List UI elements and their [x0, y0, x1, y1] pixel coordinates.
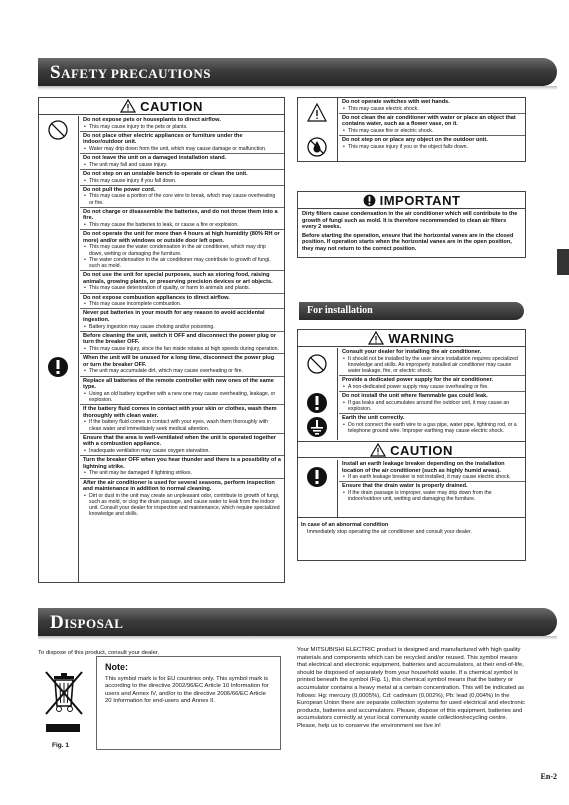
abnormal-text: Immediately stop operating the air conditioner and consult your dealer. — [307, 528, 472, 535]
list-item: Do not operate the unit for more than 4 hours at high humidity (80% RH or more) and/or with windows or outside door left open. • This may cause the water condensation in the air conditioner, which may drip down, wetting or damaging the furniture. • The water condensation in the air conditioner may contribute to growth of fungi, such as mold. — [80, 230, 284, 271]
installation-banner: For installation — [299, 302, 524, 320]
important-panel — [297, 191, 526, 258]
list-item: Before cleaning the unit, switch it OFF and disconnect the power plug or turn the breaker OFF. • This may cause injury, since the fan inside rotates at high speeds during operation. — [80, 332, 284, 354]
warning-triangle-icon — [120, 99, 136, 113]
right-top-items — [339, 98, 525, 151]
list-item: Never put batteries in your mouth for any reason to avoid accidental ingestion. • Battery ingestion may cause choking and/or poisoning. — [80, 309, 284, 331]
disposal-title: DISPOSAL — [50, 612, 124, 633]
caution-items — [80, 116, 284, 519]
installation-panel — [297, 329, 526, 561]
list-item: Do not charge or disassemble the batteries, and do not throw them into a fire. • This may cause the batteries to leak, or cause a fire or explosion. — [80, 208, 284, 230]
list-item: Ensure that the area is well-ventilated when the unit is operated together with a combustion appliance. • Inadequate ventilation may cause oxygen starvation. — [80, 434, 284, 456]
disposal-banner — [38, 608, 557, 636]
caution-header: CAUTION — [39, 98, 284, 115]
warning-triangle-icon — [306, 102, 328, 124]
list-item: Do not expose combustion appliances to direct airflow. • This may cause incomplete combustion. — [80, 294, 284, 310]
note-title: Note: — [105, 662, 128, 672]
warning-items — [339, 348, 525, 435]
disposal-body-text: Your MITSUBISHI ELECTRIC product is designed and manufactured with high quality materials and components which can be recycled and/or reused. This symbol means that electrical and electronic equipment, batteries and accumulators, at their end-of-life, should be disposed of separately from your household waste. If a chemical symbol is printed beneath the symbol (Fig. 1), this chemical symbol means that the battery or accumulator contains a heavy metal at a certain concentration. This will be indicated as follows: Hg: mercury (0,0005%), Cd: cadmium (0,002%), Pb: lead (0,004%) In the European Union there are separate collection systems for used electrical and electronic products, batteries and accumulators. Please, dispose of this equipment, batteries and accumulators correctly at your local community waste collection/recycling centre. Please, help us to conserve the environment we live in! — [297, 647, 525, 729]
mandatory-action-icon — [363, 194, 376, 207]
symbol-column — [298, 348, 338, 440]
list-item: When the unit will be unused for a long time, disconnect the power plug or turn the breaker OFF. • The unit may accumulate dirt, which may cause overheating or fire. — [80, 354, 284, 376]
safety-banner — [38, 58, 557, 86]
figure-label: Fig. 1 — [52, 742, 69, 749]
list-item: Provide a dedicated power supply for the air conditioner. • A non-dedicated power supply may cause overheating or fire. — [339, 376, 525, 392]
mandatory-action-icon — [306, 392, 328, 414]
warning-triangle-icon — [370, 443, 386, 457]
install-caution-items — [339, 460, 525, 503]
list-item: Ensure that the drain water is properly drained. • If the drain passage is improper, water may drip down from the indoor/outdoor unit, wetting and damaging the furniture. — [339, 482, 525, 503]
abnormal-title: In case of an abnormal condition — [301, 522, 389, 528]
right-top-panel — [297, 97, 526, 162]
symbol-column — [298, 460, 338, 517]
list-item: Do not place other electric appliances or furniture under the indoor/outdoor unit. • Water may drip down from the unit, which may cause damage or malfunction. — [80, 132, 284, 154]
important-paragraph: Dirty filters cause condensation in the air conditioner which will contribute to the growth of fungi such as mold. It is therefore recommended to clean air filters every 2 weeks. — [302, 211, 518, 231]
disposal-intro: To dispose of this product, consult your dealer. — [38, 650, 160, 656]
caution-header: CAUTION — [298, 441, 525, 458]
list-item: Do not leave the unit on a damaged installation stand. • The unit may fall and cause injury. — [80, 154, 284, 170]
bin-underline-bar — [46, 724, 80, 732]
symbol-column — [298, 98, 338, 161]
symbol-column — [39, 116, 79, 582]
list-item: Do not clean the air conditioner with water or place an object that contains water, such as a flower vase, on it. • This may cause fire or electric shock. — [339, 114, 525, 136]
note-text: This symbol mark is for EU countries only. This symbol mark is according to the directive 2002/96/EC Article 10 Information for users and Annex IV, and/or to the directive 2006/66/EC Article 20 Information for end-users and Annex II. — [105, 676, 269, 705]
list-item: Do not step on an unstable bench to operate or clean the unit. • This may cause injury if you fall down. — [80, 170, 284, 186]
safety-title: SAFETY PRECAUTIONS — [50, 62, 212, 83]
page-number: En-2 — [540, 772, 557, 781]
list-item: Install an earth leakage breaker depending on the installation location of the air conditioner (such as highly humid areas). • If an earth leakage breaker is not installed, it may cause electric shock. — [339, 460, 525, 482]
list-item: Do not pull the power cord. • This may cause a portion of the core wire to break, which may cause overheating or fire. — [80, 186, 284, 208]
list-item: Do not operate switches with wet hands. • This may cause electric shock. — [339, 98, 525, 114]
prohibition-icon — [306, 353, 328, 375]
crossed-out-bin-icon — [42, 668, 86, 720]
section-tab-marker — [557, 249, 569, 275]
mandatory-action-icon — [47, 356, 69, 378]
left-caution-panel — [38, 97, 285, 583]
warning-header: WARNING — [298, 330, 525, 347]
list-item: Earth the unit correctly. • Do not connect the earth wire to a gas pipe, water pipe, lightning rod, or a telephone ground wire. Improper earthing may cause electric shock. — [339, 414, 525, 435]
list-item: Do not install the unit where flammable gas could leak. • If gas leaks and accumulates around the outdoor unit, it may cause an explosion. — [339, 392, 525, 414]
list-item: If the battery fluid comes in contact with your skin or clothes, wash them thoroughly with clean water. • If the battery fluid comes in contact with your eyes, wash them thoroughly with clean water and immediately seek medical attention. — [80, 405, 284, 434]
note-box — [96, 656, 281, 750]
mandatory-action-icon — [306, 466, 328, 488]
important-paragraph: Before starting the operation, ensure that the horizontal vanes are in the closed position. If operation starts when the horizontal vanes are in the open position, they may not return to the correct position. — [302, 232, 514, 252]
list-item: Do not use the unit for special purposes, such as storing food, raising animals, growing plants, or preserving precision devices or art objects. • This may cause deterioration of quality, or harm to animals and plants. — [80, 271, 284, 293]
earth-icon — [306, 416, 328, 438]
list-item: Consult your dealer for installing the air conditioner. • It should not be installed by the user since installation requires specialized knowledge and skills. An improperly installed air conditioner may cause water leakage, fire, or electric shock. — [339, 348, 525, 376]
important-header: IMPORTANT — [298, 192, 525, 209]
no-water-icon — [306, 136, 328, 158]
list-item: Do not expose pets or houseplants to direct airflow. • This may cause injury to the pets or plants. — [80, 116, 284, 132]
list-item: Replace all batteries of the remote controller with new ones of the same type. • Using an old battery together with a new one may cause overheating, leakage, or explosion. — [80, 377, 284, 406]
list-item: After the air conditioner is used for several seasons, perform inspection and maintenance in addition to normal cleaning. • Dirt or dust in the unit may create an unpleasant odor, contribute to growth of fungi, such as mold, or clog the drain passage, and cause water to leak from the indoor unit. Consult your dealer for inspection and maintenance, which require specialized knowledge and skills. — [80, 479, 284, 519]
list-item: Turn the breaker OFF when you hear thunder and there is a possibility of a lightning strike. • The unit may be damaged if lightning strikes. — [80, 456, 284, 478]
prohibition-icon — [47, 119, 69, 141]
list-item: Do not step on or place any object on the outdoor unit. • This may cause injury if you or the object falls down. — [339, 136, 525, 151]
warning-triangle-icon — [368, 331, 384, 345]
